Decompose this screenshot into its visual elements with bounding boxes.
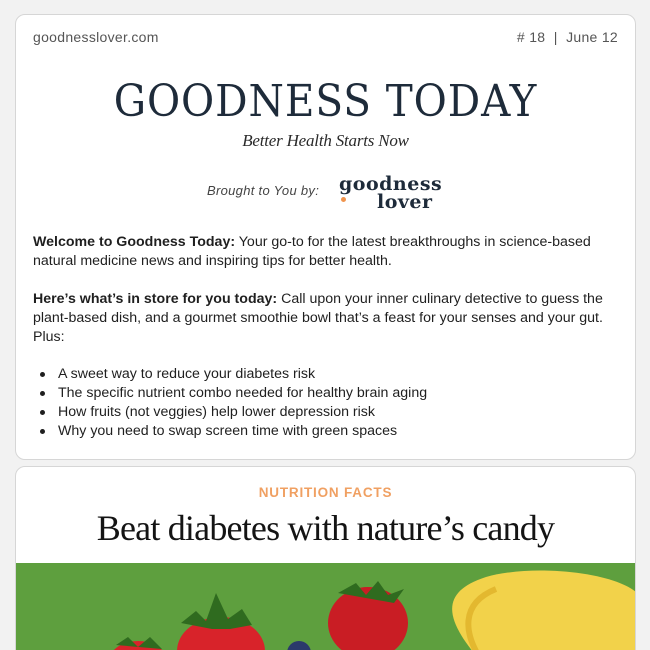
article-kicker: NUTRITION FACTS [258,485,393,500]
logo-line2: lover [377,191,433,213]
list-item: How fruits (not veggies) help lower depression risk [38,403,618,422]
goodness-lover-logo[interactable] [339,173,449,213]
meta-row [33,29,618,49]
site-link[interactable]: goodnesslover.com [33,29,159,45]
welcome-text: Your go-to for the latest breakthroughs in science-based natural medicine news and inspiring tips for better health. [33,234,591,269]
article-card[interactable] [15,466,636,650]
masthead [16,76,635,151]
logo-line1: goodness [339,173,443,195]
fruit-illustration [16,563,635,650]
article-headline[interactable]: Beat diabetes with nature’s candy [96,508,555,548]
highlights-list [38,365,618,441]
welcome-paragraph [33,233,618,271]
list-item: A sweet way to reduce your diabetes risk [38,365,618,384]
newsletter-header-card [15,14,636,460]
logo-dot-icon [341,197,346,202]
list-item: The specific nutrient combo needed for healthy brain aging [38,384,618,403]
instore-lead: Here’s what’s in store for you today: [33,291,278,307]
instore-text: Call upon your inner culinary detective to guess the plant-based dish, and a gourmet smoothie bowl that’s a feast for your senses and your gut. Plus: [33,291,603,345]
instore-paragraph [33,290,618,347]
masthead-title: GOODNESS TODAY [113,76,538,127]
welcome-lead: Welcome to Goodness Today: [33,234,236,250]
fruit-photo-icon [16,563,635,650]
sponsor-label: Brought to You by: [207,183,320,198]
list-item: Why you need to swap screen time with green spaces [38,422,618,441]
sponsor-row [16,173,635,213]
masthead-tagline: Better Health Starts Now [242,131,409,150]
issue-date: # 18 | June 12 [516,29,618,45]
